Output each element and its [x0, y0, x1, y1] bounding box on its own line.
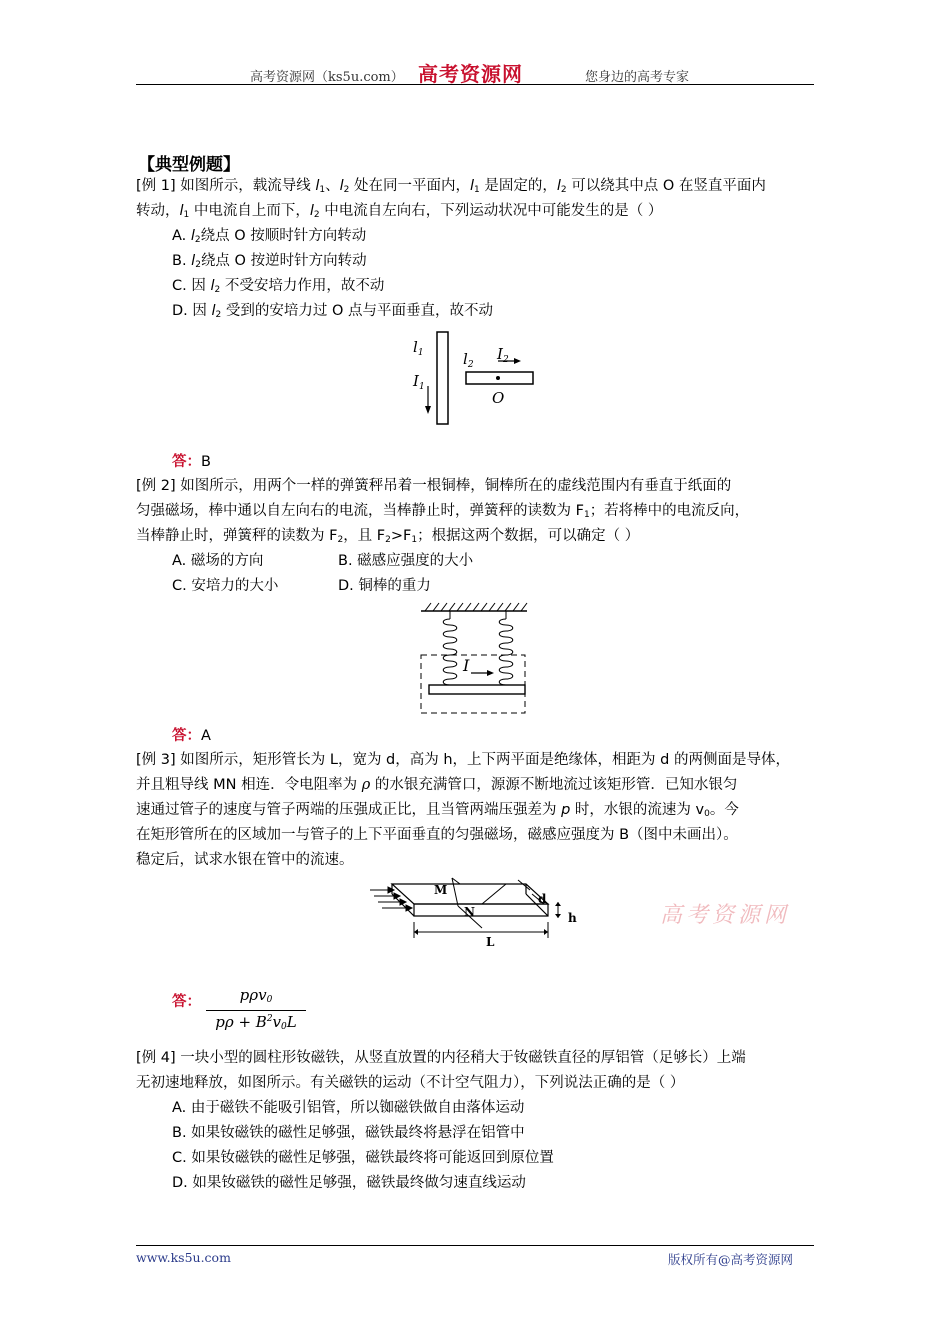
ex2-option-c: C. 安培力的大小	[172, 578, 279, 594]
ex2-option-b: B. 磁感应强度的大小	[338, 553, 474, 569]
ex4-line2: 无初速地释放，如图所示。有关磁铁的运动（不计空气阻力），下列说法正确的是（ ）	[136, 1075, 685, 1091]
svg-text:l2: $l_2$	[463, 350, 474, 370]
formula-denominator: $p\rho + B^2v_0L$	[215, 1013, 297, 1032]
footer-copyright: 版权所有@高考资源网	[668, 1252, 794, 1267]
watermark: 高考资源网	[660, 903, 791, 928]
left-spring	[443, 619, 457, 685]
ex4-option-d: D. 如果钕磁铁的磁性足够强，磁铁最终做匀速直线运动	[172, 1175, 526, 1191]
svg-text:h: h	[568, 911, 577, 925]
ex1-figure	[400, 328, 550, 428]
ex4-line1: [例 4] 一块小型的圆柱形钕磁铁，从竖直放置的内径稍大于钕磁铁直径的厚铝管（足够长）上端	[136, 1050, 746, 1066]
header-rule	[136, 84, 814, 85]
ex1-option-b: B. $l_2$绕点 O 按逆时针方向转动	[172, 253, 367, 270]
ex2-figure	[415, 601, 535, 717]
footer-link[interactable]: www.ks5u.com	[136, 1250, 231, 1265]
field-region	[421, 655, 525, 713]
ex2-line1: [例 2] 如图所示，用两个一样的弹簧秤吊着一根铜棒，铜棒所在的虚线范围内有垂直于纸面的	[136, 478, 732, 494]
svg-text:L: L	[486, 935, 495, 949]
current-arrow-icon	[487, 670, 494, 676]
formula-numerator: pρv$_0$	[239, 986, 273, 1005]
wire-l1	[437, 332, 448, 424]
tube-front-face	[414, 904, 548, 916]
header-logo: 高考资源网	[418, 62, 523, 86]
svg-text:I2: $I_2$	[497, 345, 509, 365]
footer-rule	[136, 1245, 814, 1246]
right-spring	[499, 619, 513, 685]
svg-text:M: M	[434, 883, 448, 897]
ex1-line1: [例 1] 如图所示，载流导线 $l_1$、$l_2$ 处在同一平面内，$l_1$ 是固定的，$l_2$ 可以绕其中点 O 在竖直平面内	[136, 178, 766, 195]
svg-text:d: d	[538, 892, 547, 906]
ex3-line2: 并且粗导线 MN 相连．令电阻率为 ρ 的水银充满管口，源源不断地流过该矩形管．已知水银匀	[136, 777, 738, 793]
svg-text:N: N	[464, 905, 475, 919]
ex2-option-d: D. 铜棒的重力	[338, 578, 431, 594]
svg-text:l1: $l_1$	[413, 338, 424, 358]
ex4-option-a: A. 由于磁铁不能吸引铝管，所以铷磁铁做自由落体运动	[172, 1100, 525, 1116]
ex1-line2: 转动，$l_1$ 中电流自上而下，$l_2$ 中电流自左向右，下列运动状况中可能发生的是（ ）	[136, 203, 663, 220]
ex3-line3: 速通过管子的速度与管子两端的压强成正比，且当管两端压强差为 p 时，水银的流速为 $v_0$。今	[136, 802, 739, 819]
ex3-line1: [例 3] 如图所示，矩形管长为 L，宽为 d，高为 h，上下两平面是绝缘体，相距为 d 的两侧面是导体，	[136, 752, 790, 768]
pivot-point	[496, 376, 500, 380]
tube-top-face	[392, 884, 548, 904]
ex3-answer-formula	[206, 986, 306, 1032]
ex2-line2: 匀强磁场，棒中通以自左向右的电流，当棒静止时，弹簧秤的读数为 $F_1$；若将棒中的电流反向，	[136, 503, 750, 520]
current-down-arrow-icon	[425, 406, 431, 414]
flow-arrows	[370, 887, 412, 911]
ex2-line3: 当棒静止时，弹簧秤的读数为 $F_2$，且 $F_2>F_1$；根据这两个数据，可以确定（ ）	[136, 528, 640, 545]
fraction-bar	[206, 1010, 306, 1011]
ex1-option-c: C. 因 $l_2$ 不受安培力作用，故不动	[172, 278, 385, 295]
svg-text:I: I	[463, 656, 470, 675]
current-right-arrow-icon	[514, 358, 521, 364]
ex2-option-a: A. 磁场的方向	[172, 553, 264, 569]
svg-text:I1: $I_1$	[413, 372, 425, 392]
ex4-option-c: C. 如果钕磁铁的磁性足够强，磁铁最终将可能返回到原位置	[172, 1150, 554, 1166]
ex1-option-d: D. 因 $l_2$ 受到的安培力过 O 点与平面垂直，故不动	[172, 303, 494, 320]
ex2-answer: 答：A	[172, 728, 211, 744]
section-title: 【典型例题】	[138, 155, 240, 175]
ex1-answer: 答：B	[172, 454, 211, 470]
ex3-figure	[368, 876, 586, 950]
header-right: 您身边的高考专家	[585, 70, 690, 85]
header-left: 高考资源网（ks5u.com）	[250, 70, 404, 85]
ex3-line4: 在矩形管所在的区域加一与管子的上下平面垂直的匀强磁场，磁感应强度为 B（图中未画出）。	[136, 827, 738, 843]
copper-rod	[429, 685, 525, 694]
ex4-option-b: B. 如果钕磁铁的磁性足够强，磁铁最终将悬浮在铝管中	[172, 1125, 525, 1141]
ex3-answer-label: 答：	[172, 994, 201, 1010]
svg-text:O: O	[492, 389, 505, 407]
ex1-option-a: A. $l_2$绕点 O 按顺时针方向转动	[172, 228, 367, 245]
ex3-line5: 稳定后，试求水银在管中的流速。	[136, 852, 354, 868]
